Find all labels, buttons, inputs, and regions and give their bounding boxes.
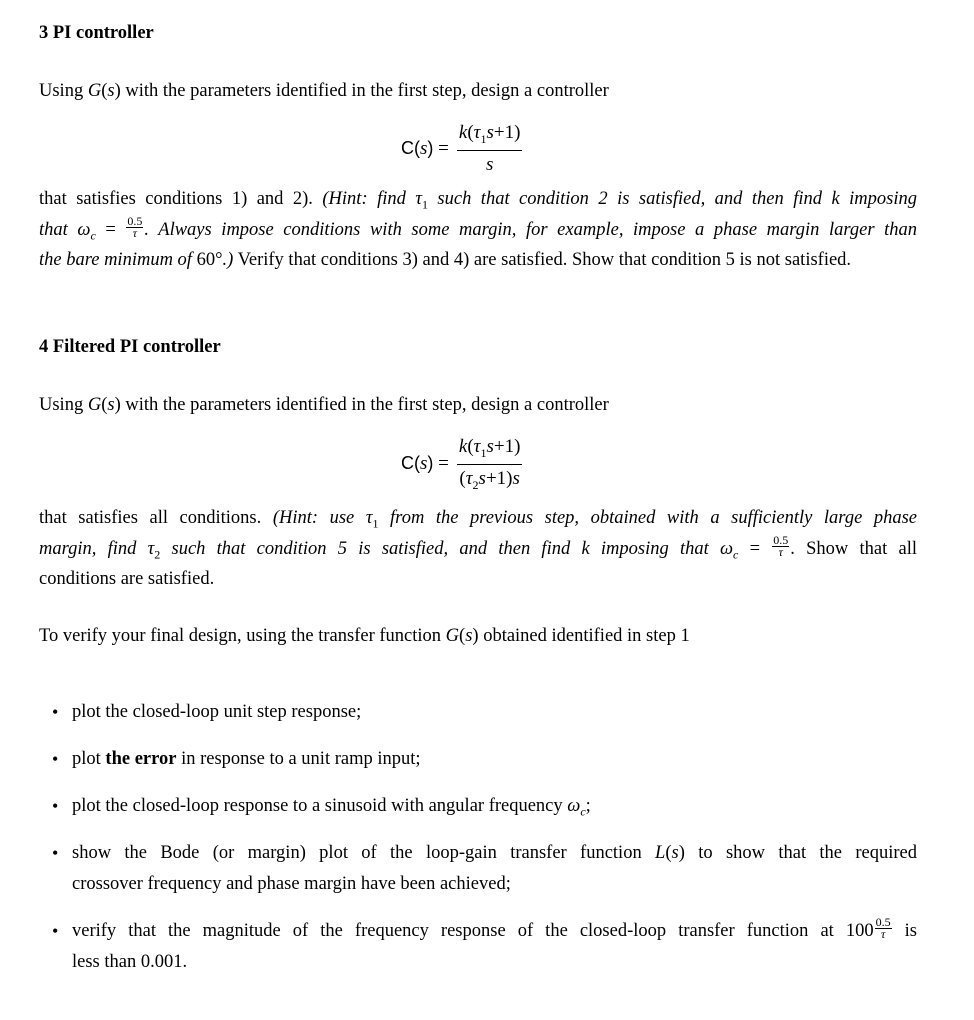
- section-4-intro: Using G(s) with the parameters identified in the first step, design a controller: [39, 395, 609, 415]
- section-4-paragraph: that satisfies all conditions. (Hint: use $\tau_1$ from the previous step, obtained with a sufficiently large phase margin, find $\tau_2$ such that condition 5 is satisfied, and then find k imposing that $\omega_c$ = $\frac{0.5}{\tau}$ . Show that all conditions are satisfied.: [39, 508, 918, 589]
- section-3-intro: Using G(s) with the parameters identified in the first step, design a controller: [39, 81, 609, 101]
- list-item: • plot the error in response to a unit ramp input;: [72, 744, 917, 775]
- bullet-icon: •: [52, 843, 59, 863]
- list-item: • plot the closed-loop response to a sinusoid with angular frequency $\omega_c$;: [72, 791, 917, 827]
- section-3-paragraph: that satisfies conditions 1) and 2). (Hint: find $\tau_1$ such that condition 2 is satisfied, and then find k imposing that $\omega_c$ = $\frac{0.5}{\tau}$ . Always impose conditions with some margin, for example, impose a phase margin larger than the bare minimum of 60°.) Verify that conditions 3) and 4) are satisfied. Show that condition 5 is not satisfied.: [39, 189, 918, 270]
- section-3-equation: C(s) = $\frac{k(\tau_1s+1)}{s}$: [401, 122, 521, 175]
- list-item: • show the Bode (or margin) plot of the loop-gain transfer function L(s) to show that the required crossover frequency and phase margin have been achieved;: [72, 838, 917, 899]
- bullet-icon: •: [52, 796, 59, 816]
- bullet-icon: •: [52, 749, 59, 769]
- list-item: • verify that the magnitude of the frequency response of the closed-loop transfer function at 100 $\frac{0.5}{\tau}$ is less than 0.001.: [52, 915, 917, 972]
- bullet-icon: •: [52, 921, 59, 941]
- section-4-title: 4 Filtered PI controller: [39, 337, 221, 357]
- verify-intro: To verify your final design, using the transfer function G(s) obtained identified in step 1: [39, 626, 690, 646]
- section-3-title: 3 PI controller: [39, 23, 154, 43]
- list-item: • plot the closed-loop unit step response;: [72, 697, 917, 728]
- section-4-equation: C(s) = $\frac{k(\tau_1s+1)}{(\tau_2s+1)s}$: [401, 436, 521, 492]
- bullet-icon: •: [52, 702, 59, 722]
